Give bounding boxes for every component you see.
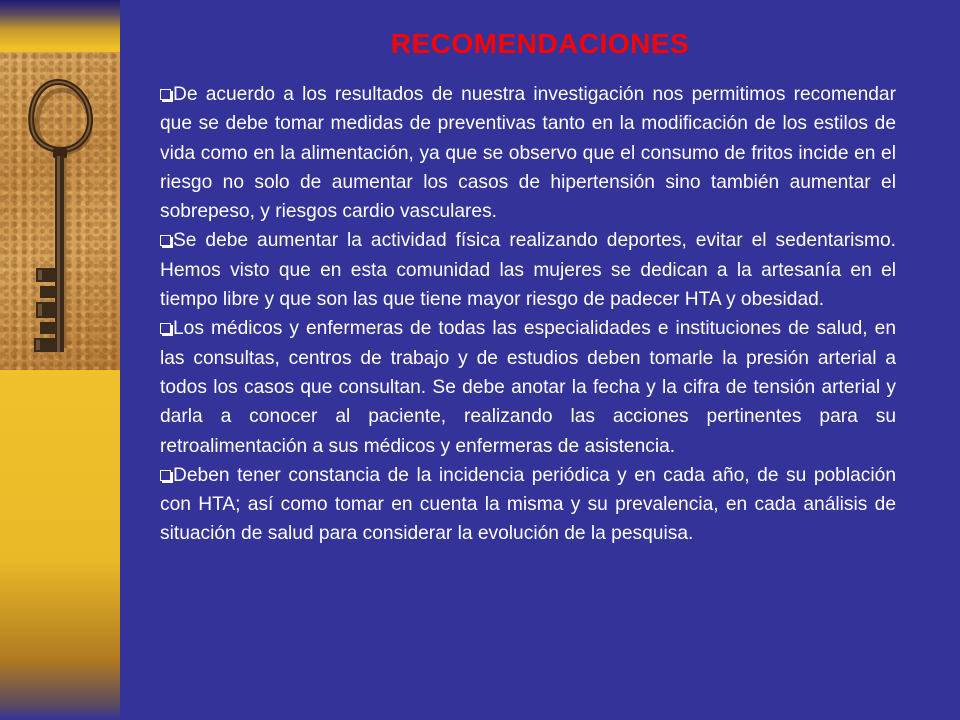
recommendation-text: De acuerdo a los resultados de nuestra investigación nos permitimos recomendar que se debe tomar medidas de preventivas tanto en la modificación de los estilos de vida como en la alimentación, ya que se observo que el consumo de fritos incide en el riesgo no solo de aumentar los casos de hipertensión sino también aumentar el sobrepeso, y riesgos cardio vasculares. bbox=[160, 84, 896, 223]
recommendation-item bbox=[160, 314, 896, 460]
old-key-icon bbox=[0, 52, 120, 370]
recommendation-text: Se debe aumentar la actividad física realizando deportes, evitar el sedentarismo. Hemos visto que en esta comunidad las mujeres se dedican a la artesanía en el tiempo libre y que son las que tiene mayor riesgo de padecer HTA y obesidad. bbox=[160, 230, 896, 311]
recommendations-list bbox=[160, 80, 896, 549]
old-key-photo bbox=[0, 52, 120, 370]
recommendation-item bbox=[160, 461, 896, 549]
checkbox-square-icon bbox=[160, 235, 171, 246]
page-title: RECOMENDACIONES bbox=[390, 28, 690, 59]
recommendation-text: Deben tener constancia de la incidencia periódica y en cada año, de su población con HTA; así como tomar en cuenta la misma y su prevalencia, en cada análisis de situación de salud para considerar la evolución de la pesquisa. bbox=[160, 464, 896, 545]
checkbox-square-icon bbox=[160, 89, 171, 100]
recommendation-item bbox=[160, 226, 896, 314]
recommendation-text: Los médicos y enfermeras de todas las especialidades e instituciones de salud, en las consultas, centros de trabajo y de estudios deben tomarle la presión arterial a todos los casos que consultan. Se debe anotar la fecha y la cifra de tensión arterial y darla a conocer al paciente, realizando las acciones pertinentes para su retroalimentación a sus médicos y enfermeras de asistencia. bbox=[160, 318, 896, 457]
checkbox-square-icon bbox=[160, 323, 171, 334]
recommendation-item bbox=[160, 80, 896, 226]
checkbox-square-icon bbox=[160, 470, 171, 481]
